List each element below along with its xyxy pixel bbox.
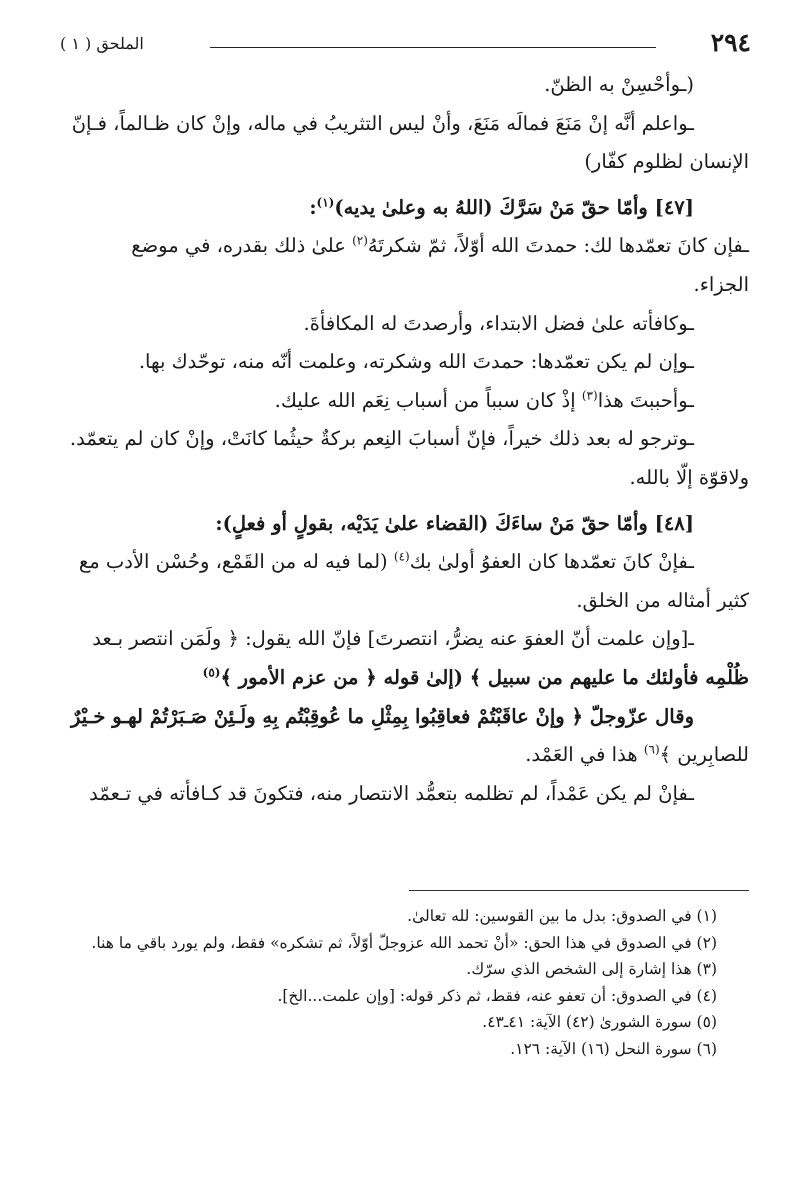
main-text [62, 66, 749, 813]
text-segment: هذا في العَمْد. [525, 743, 638, 767]
section-heading-47: [٤٧] وأمّا حقّ مَنْ سَرَّكَ (اللهُ به وعلىٰ يديه)$^{(١)}$: [309, 195, 694, 219]
text-line: وقال عزّوجلّ ﴿ وإنْ عاقَبْتُمْ فعاقِبُوا بِمِثْلِ ما عُوقِبْتُم بِهِ ولَـئِنْ صَـبَرْتُمْ لهـو خـيْرٌ [71, 704, 694, 728]
footnote-separator [409, 890, 749, 891]
footnote-marker-3: (٣) [581, 388, 598, 403]
text-segment: إذْ كان سبباً من أسباب نِعَم الله عليك. [274, 388, 576, 412]
text-line [62, 382, 749, 421]
footnote-marker-5: (٥) [202, 665, 221, 680]
section-heading-48: [٤٨] وأمّا حقّ مَنْ ساءَكَ (القضاء علىٰ يَدَيْه، بقولٍ أو فعلٍ): [215, 511, 694, 535]
text-line: (ـوأحْسِنْ به الظنّ. [544, 73, 694, 96]
text-segment: للصابِرين ﴾ [659, 743, 749, 767]
text-segment: علىٰ ذلك بقدره، في موضع [131, 234, 346, 258]
footnote-marker-6: (٦) [643, 742, 660, 757]
text-line [62, 659, 749, 698]
text-line: ـوترجو له بعد ذلك خيراً، فإنّ أسبابَ النِعم بركةٌ حيثُما كانَتْ، وإنْ كان لم يتعمّد. [69, 427, 694, 451]
text-line: ـواعلم أنَّه إنْ مَنَعَ فمالَه مَنَعَ، وأنْ ليس التثريبُ في ماله، وإنْ كان ظـالماً، فـإنّ [71, 111, 694, 135]
text-line [62, 736, 749, 775]
text-segment: ظُلْمِه فأولئك ما عليهم من سبيل ﴾ (إلىٰ قوله ﴿ من عزم الأمور ﴾ [220, 665, 749, 689]
footnote-4: (٤) في الصدوق: أن تعفو عنه، فقط، ثم ذكر قوله: [وإن علمت...الخ]. [277, 986, 717, 1005]
text-segment: ـوأحببتَ هذا [597, 388, 694, 412]
text-line: ولاقوّة إلّا بالله. [629, 465, 749, 489]
footnotes [62, 903, 749, 1062]
page-number: ٢٩٤ [710, 28, 751, 57]
footnote-3: (٣) هذا إشارة إلى الشخص الذي سرّك. [466, 960, 717, 978]
text-segment: (لما فيه له من القَمْع، وحُسْن الأدب مع [78, 550, 388, 574]
text-segment: ـفإنْ كانَ تعمّدها كان العفوُ أولىٰ بك [409, 550, 694, 574]
footnote-marker-1: (١) [316, 195, 335, 210]
text-line [62, 227, 749, 266]
text-line [62, 543, 749, 582]
text-line: ـ[وإن علمت أنّ العفوَ عنه يضرُّ، انتصرتَ] فإنّ الله يقول: ﴿ ولَمَن انتصر بـعد [92, 627, 694, 651]
heading-text: [٤٧] وأمّا حقّ مَنْ سَرَّكَ (اللهُ به وعلىٰ يديه) [334, 195, 694, 219]
text-line: ـوإن لم يكن تعمّدها: حمدتَ الله وشكرته، وعلمت أنّه منه، توحّدك بها. [138, 350, 694, 374]
running-title: الملحق ( ١ ) [60, 34, 144, 53]
footnote-1: (١) في الصدوق: بدل ما بين القوسين: لله تعالىٰ. [407, 907, 717, 925]
footnote-5: (٥) سورة الشورىٰ (٤٢) الآية: ٤١ـ٤٣. [482, 1013, 717, 1031]
page-header [60, 28, 751, 68]
text-line: كثير أمثاله من الخلق. [576, 588, 749, 612]
text-line: ـوكافأته علىٰ فضل الابتداء، وأرصدتَ له المكافأةَ. [303, 311, 694, 335]
text-line: الجزاء. [693, 272, 749, 296]
footnote-2: (٢) في الصدوق في هذا الحق: «أنْ تحمد الله عزوجلّ أوّلاً، ثم تشكره» فقط، ولم يورد باقي ما هنا. [91, 933, 717, 952]
header-rule [210, 47, 656, 48]
text-segment: ـفإن كانَ تعمّدها لك: حمدتَ الله أوّلاً، ثمّ شكرتَهُ [367, 234, 749, 258]
footnote-marker-4: (٤) [393, 549, 410, 564]
text-line: ـفإنْ لم يكن عَمْداً، لم تظلمه بتعمُّد الانتصار منه، فتكونَ قد كـافأته في تـعمّد [89, 781, 694, 805]
text-line: الإنسان لظلوم كفّار) [584, 150, 749, 174]
footnote-marker-2: (٢) [352, 233, 368, 248]
footnote-6: (٦) سورة النحل (١٦) الآية: ١٢٦. [510, 1039, 717, 1058]
